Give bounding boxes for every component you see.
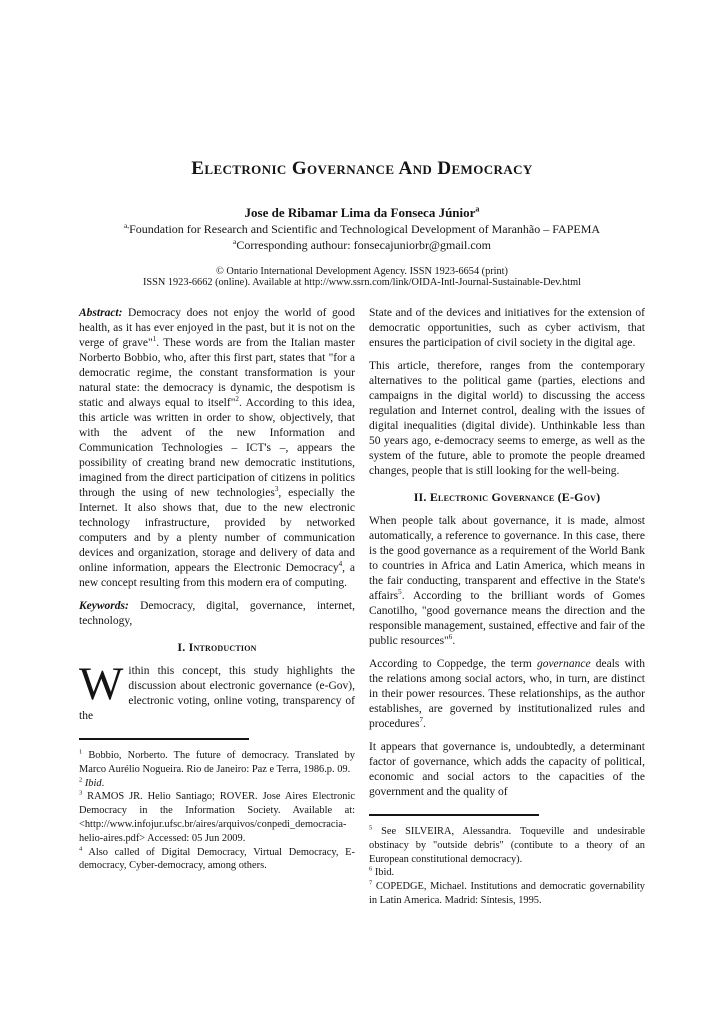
section-heading-egov: II. Electronic Governance (E-Gov) — [413, 490, 601, 504]
correspondence-line: $^a$Corresponding authour: fonsecajuniorbr@gmail.com — [233, 237, 491, 252]
introduction-paragraph — [79, 658, 355, 724]
footnotes-left — [79, 749, 355, 873]
footnote-4: $^4$ Also called of Digital Democracy, Virtual Democracy, E-democracy, Cyber-democracy, among others. — [79, 845, 355, 872]
issn-online-url-line: ISSN 1923-6662 (online). Available at http://www.ssrn.com/link/OIDA-Intl-Journal-Sustainable-Dev.html — [142, 277, 582, 288]
footnote-6: $^6$ Ibid. — [369, 865, 395, 879]
footnote-separator-right — [369, 814, 539, 816]
author-line: Jose de Ribamar Lima da Fonseca Júnior$^a$ — [244, 204, 480, 220]
drop-cap-w: W — [79, 658, 124, 710]
paragraph-state-devices: State and of the devices and initiatives for the extension of democratic opportunities, such as cyber activism, that ensures the participation of civil society in the digital age. — [369, 307, 645, 349]
footnotes-right — [369, 825, 645, 908]
keywords-paragraph: Keywords: Democracy, digital, governance, internet, technology, — [79, 600, 355, 627]
footnote-2: $^2$ Ibid. — [79, 776, 105, 789]
right-column — [369, 306, 645, 908]
paragraph-coppedge: According to Coppedge, the term governance deals with the relations among social actors, who, in turn, are distinct in their power resources. These relationships, as the author establishes, are governed by institutionalized rules and procedures$^7$. — [369, 658, 645, 730]
paper-title: Electronic Governance And Democracy — [191, 158, 533, 179]
abstract-paragraph: Abstract: Democracy does not enjoy the world of good health, as it has ever enjoyed in the past, but it is not on the verge of grave"$^1$. These words are from the Italian master Norberto Bobbio, who, after this first part, states that "for a democratic regime, the constant transformation is your natural state: the democracy is dynamic, the despotism is static and always equal to itself"$^2$. According to this idea, this article was written in order to show, objectively, that with the advent of the new Information and Communication Technologies – ICT's –, appears the possibility of creating brand new democratic institutions, imagined from the direct participation of citizens in politics through the using of new technologies$^3$, especially the Internet. It also shows that, due to the new electronic technology infrastructure, provided by networked computers and by a plenty number of communication devices and organization, storage and delivery of data and online information, appears the Electronic Democracy$^4$, a new concept resulting from this modern era of computing. — [79, 307, 356, 589]
introduction-text: ithin this concept, this study highlights the discussion about electronic governance (e-Gov), electronic voting, online voting, transparency of the — [79, 665, 355, 722]
document-header — [0, 0, 724, 288]
footnote-1: $^1$ Bobbio, Norberto. The future of democracy. Translated by Marco Aurélio Nogueira. Rio de Janeiro: Paz e Terra, 1986.p. 09. — [79, 748, 355, 775]
paragraph-governance-worldbank: When people talk about governance, it is made, almost automatically, a reference to governance. In this case, there is the good governance as a requirement of the World Bank to countries in Africa and Latin America, which means in the fair conducting, transparent and effective in the State's affairs$^5$. According to the brilliant words of Gomes Canotilho, "good governance means the direction and the responsible management, sustained, effective and fair of the public resources"$^6$. — [369, 515, 646, 647]
section-heading-introduction: I. Introduction — [177, 640, 257, 654]
affiliation-line: $^{a,}$Foundation for Research and Scientific and Technological Development of Maranhão – FAPEMA — [123, 221, 601, 236]
two-column-body — [79, 306, 645, 908]
paragraph-it-appears: It appears that governance is, undoubtedly, a determinant factor of governance, which adds the capacity of political, economic and social actors to the capacities of the government and the quality of — [369, 741, 645, 798]
footnote-separator-left — [79, 738, 249, 740]
copyright-issn-print-line: © Ontario International Development Agency. ISSN 1923-6654 (print) — [216, 266, 508, 277]
left-column — [79, 306, 355, 908]
paragraph-article-ranges: This article, therefore, ranges from the contemporary alternatives to the political game (parties, elections and campaigns in the digital world) to discussing the access regulation and Internet control, dealing with the issues of digital inequalities (digital divide). Unthinkable less than 50 years ago, e-democracy seems to emerge, as well as the system of the future, able to promote the people dreamed changes, people that is still looking for the well-being. — [369, 360, 645, 477]
footnote-7: $^7$ COPEDGE, Michael. Institutions and democratic governability in Latin America. Madrid: Síntesis, 1995. — [369, 879, 645, 906]
footnote-3: $^3$ RAMOS JR. Helio Santiago; ROVER. Jose Aires Electronic Democracy in the Information Society. Available at: <http://www.infojur.ufsc.br/aires/arquivos/conpedi_democracia-helio-aires.pdf> Accessed: 05 Jun 2009. — [79, 789, 355, 844]
footnote-5: $^5$ See SILVEIRA, Alessandra. Toqueville and undesirable obstinacy by "outside debris" (contibute to a theory of an European constitutional democracy). — [369, 824, 645, 865]
